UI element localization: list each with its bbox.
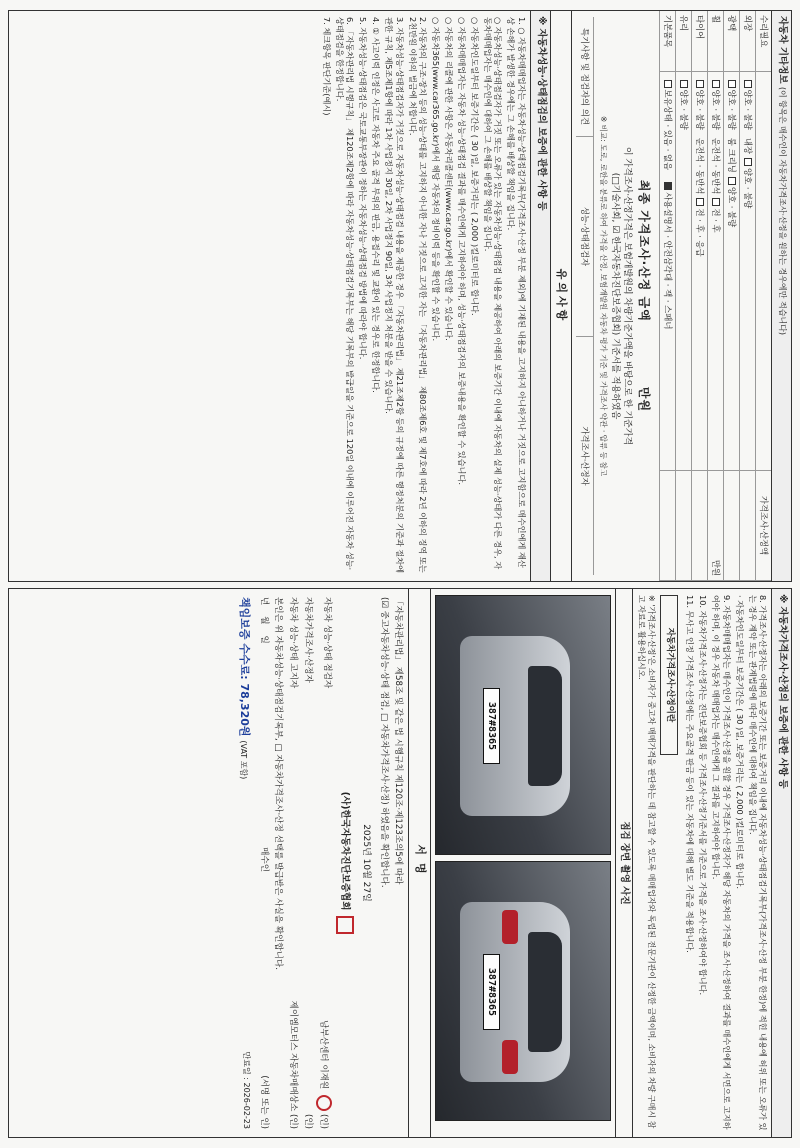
license-plate: 387#8365 [483, 954, 500, 1030]
table-row: 외장 양호 · 불량 내장양호 · 불량 [740, 11, 756, 581]
list-item: 5. 자동차성능·상태점검은 국토교통부장관이 정하는 자동차성능·상태점검 방법에 따라야 합니다. [358, 17, 369, 360]
table-row: 기본품목 보유상태 · 있음 · 없음 사용설명서 · 안전삼각대 · 잭 · 스패너 [659, 11, 675, 581]
list-item: 7. 체크항목 판단기준(예시) [321, 17, 332, 116]
sign-law2: (☑ 중고자동차성능·상태 점검, □ 자동차가격조사·산정) 하였음을 확인합니다. [378, 597, 389, 888]
caution-list [316, 11, 530, 581]
warranty-title: ※ 자동차가격조사·산정의 보증에 관한 사항 등 [771, 589, 791, 1137]
list-item: ○ 자동차성능·상태점검자가 거짓 또는 오류가 있는 자동차성능·상태점검 내용을 제공하여 아래의 보증기간 이내에 자동차의 실제 성능·상태가 다른 경우, 자동차매매업자는 매수인에 대하여 그 손해를 배상할 책임을 집니다. [482, 17, 504, 570]
caution-title: 유의사항 [550, 11, 572, 581]
warranty-list [680, 589, 772, 1137]
photo-area [431, 589, 615, 1137]
association-name: (사)한국자동차진단보증협회 [336, 597, 354, 1129]
license-plate: 387#8365 [483, 688, 500, 764]
list-item: ○ 자동차의 리콜에 관한 사항은 자동차리콜센터(www.car.go.kr)에서 확인할 수 있습니다. [444, 17, 455, 341]
right-column [8, 588, 792, 1138]
sign-body [232, 589, 408, 1137]
table-row: 타이어 양호 · 불량 운전석 · 동반석전 · 후 · 응급 [692, 11, 708, 581]
checkbox[interactable] [680, 80, 688, 88]
etc-table [659, 11, 772, 581]
caution-subtitle: ※ 자동차성능·상태점검의 보증에 관한 사항 등 [530, 11, 550, 581]
checkbox[interactable] [728, 80, 736, 88]
checkbox[interactable] [712, 198, 720, 206]
checkbox[interactable] [744, 158, 752, 166]
list-item: 10. 자동차가격조사·산정자는 진단보증협회 등 가격조사·산정기준서를 기준으로 가격을 조사·산정하여야 합니다. [698, 595, 709, 996]
list-item: ○ 자동차인도일부터 보증기간은 ( 30 )일, 보증거리는 ( 2,000 )킬로미터로 합니다. [469, 17, 480, 316]
table-row: 유리 양호 · 불량 [675, 11, 691, 581]
list-item: ○ 자동차매매업자는 자동차 성능·상태점검 결과를 매수인에게 고지하여야 하며, 성능·상태점검자의 보증내용을 확인할 수 있습니다. [456, 17, 467, 485]
notifier-row: 자동차 성능·상태 고지자 제이엠모터스 자동차매매상소 (인) [288, 597, 299, 1129]
table-row: 휠 양호 · 불량 운전석 · 동반석전 · 후 만원 [708, 11, 724, 581]
checkbox[interactable] [664, 80, 672, 88]
warranty-extra: ※ '가격조사·산정'은 소비자가 중고차 매매가격을 판단하는 데 참고할 수 있도록 매매업자와 독립된 전문기관이 산정한 금액이며, 소비자의 차량 구매시 참고 자료로 활용하십시오. [636, 595, 657, 1129]
final-price-box [571, 11, 659, 581]
checkbox[interactable] [696, 80, 704, 88]
final-price-subtitle2: (□기술사회, ☑ 한국자동차진단보증협회) 기준서를 적용하였음 [610, 172, 621, 420]
list-item: 11. 무사고 인정 가격조사·산정에는 주요골격 판금 등이 있는 자동차에 대해 별도 기준을 적용합니다. [685, 595, 696, 953]
association-seal-icon [336, 916, 354, 934]
list-item: 1. ○ 자동차매매업자는 자동차성능·상태점검기록부(가격조사·산정 부분 제외)에 기재된 내용을 고지하지 아니하거나 거짓으로 고지함으로 매수인에게 재산상 손해가 발생한 경우에는 그 손해를 배상할 책임을 집니다. [506, 17, 528, 568]
left-column [8, 10, 792, 582]
list-item: · 자동차인도일부터 보증기간은 ( 30 )일, 보증거리는 ( 2,000 )킬로미터로 합니다. [734, 595, 745, 890]
list-item: 4. ① 사고이력 인정은 사고로 자동차 주요 골격 부위의 판금, 용접수리 및 교환이 있는 경우로 한정합니다. [371, 17, 382, 393]
etc-section-title: 자동차 기타정보 (이 항목은 매수인이 자동차가격조사·산정을 원하는 경우에만 적습니다) [771, 11, 791, 581]
checkbox[interactable] [696, 198, 704, 206]
vehicle-rear-photo [435, 861, 611, 1121]
list-item: 2. 자동차의 구조·장치 등의 성능·상태를 고지하지 아니한 자나 거짓으로 고지한 자는 「자동차관리법」 제80조제6호 및 제7호에 따라 2년 이하의 징역 또는 2천만원 이하의 벌금에 처합니다. [407, 17, 429, 573]
warranty-fee: 책임보증 수수료: 78,320원 (VAT 포함) 만료일 : 2026-02-23 [238, 597, 252, 1129]
list-item: 6. 「자동차관리법 시행규칙」 제120조제2항에 따라 자동차성능·상태점검기록부는 해당 기록부의 발급일을 기준으로 120일 이내에 이루어진 자동차 성능·상태점검을 한정합니다. [334, 17, 356, 571]
checkbox[interactable] [712, 80, 720, 88]
photo-caption: 점검 장면 촬영 사진 [615, 589, 634, 1137]
sign-title: 서명 [408, 589, 431, 1137]
list-item: 9. 자동차매매업자는 매수인이 가격조사·산정을 원할 경우 가격조사·산정자가 해당 자동차의 가격을 조사·산정하여 결과를 매수인에게 서면으로 고지하여야 하며, 이 경우 자동차 매매업자는 매수인에게 그 결과를 고지하여야 합니다. [711, 595, 732, 1130]
sign-law: 「자동차관리법」 제58조 및 같은 법 시행규칙 제120조·제123조의5에 따라 [393, 597, 404, 885]
final-price-subtitle: 이 가격조사·산정가격은 보험개발원의 차량기준가액을 바탕으로 한 기준가격 [621, 146, 632, 446]
seal-icon [316, 1095, 332, 1111]
repair-needed-label: 수리필요 [756, 11, 772, 71]
confirm-text: 본인은 위 자동차성능·상태점검기록부, □ 자동차가격조사·산정 선택를 발급받은 사실을 확인합니다. [272, 597, 283, 970]
remarks-row: 특기사항 및 점검자의 의견 성능·상태점검자 가격조사·산정자 [576, 17, 594, 575]
checkbox[interactable] [744, 80, 752, 88]
table-row: 광택 양호 · 불량 룸 크리닝양호 · 불량 [724, 11, 740, 581]
list-item: ○ 자동차365(www.car365.go.kr)에서 해당 자동차의 정비이력 등을 확인할 수 있습니다. [431, 17, 442, 342]
price-amount-label: 가격조사·산정액 [756, 471, 772, 581]
final-price-note: ※ 비교: 도로, 로한을 분류로 하여 가격을 산정, 보험개발원 자동차 평가 기준 및 가격조사 약관 · 압류 등 참고 [599, 115, 609, 477]
checkbox[interactable] [728, 177, 736, 185]
list-item: 3. 자동차성능·상태점검자가 거짓으로 자동차성능·상태점검 내용을 제공한 경우 「자동차관리법」 제21조제2항 등의 규정에 따른 행정처분의 기준과 절차에 관한 규칙, 제5조제1항에 따라 1차 사업정지 30일, 2차 사업정지 90일, 3차 사업정지 처분을 받을 수 있습니다. [383, 17, 405, 574]
checker-row: 자동차 성능·상태 점검자 남부산센터 이재원 (인) [316, 597, 332, 1129]
checkbox-checked[interactable] [664, 182, 672, 190]
final-price-title: 최종 가격조사·산정 금액 만원 [636, 179, 651, 413]
vehicle-front-photo [435, 595, 611, 855]
buyer-row: 년 월 일 매수인 (서명 또는 인) [258, 597, 269, 1129]
list-item: 8. 가격조사·산정자는 아래의 보증기간 또는 보증거리 이내에 자동차성능·상태점검기록부(가격조사·산정 부분 한정)에 적힌 내용에 허위 또는 오류가 있는 경우 계약 또는 관계법령에 따라 매수인에 대하여 책임을 집니다. [747, 595, 769, 1131]
issue-date: 2025년 10월 27일 [361, 824, 372, 902]
pricer-row: 자동차가격조사·산정자 (인) [302, 597, 313, 1129]
warranty-box-label: 자동차가격조사·산정이란 [660, 595, 677, 755]
